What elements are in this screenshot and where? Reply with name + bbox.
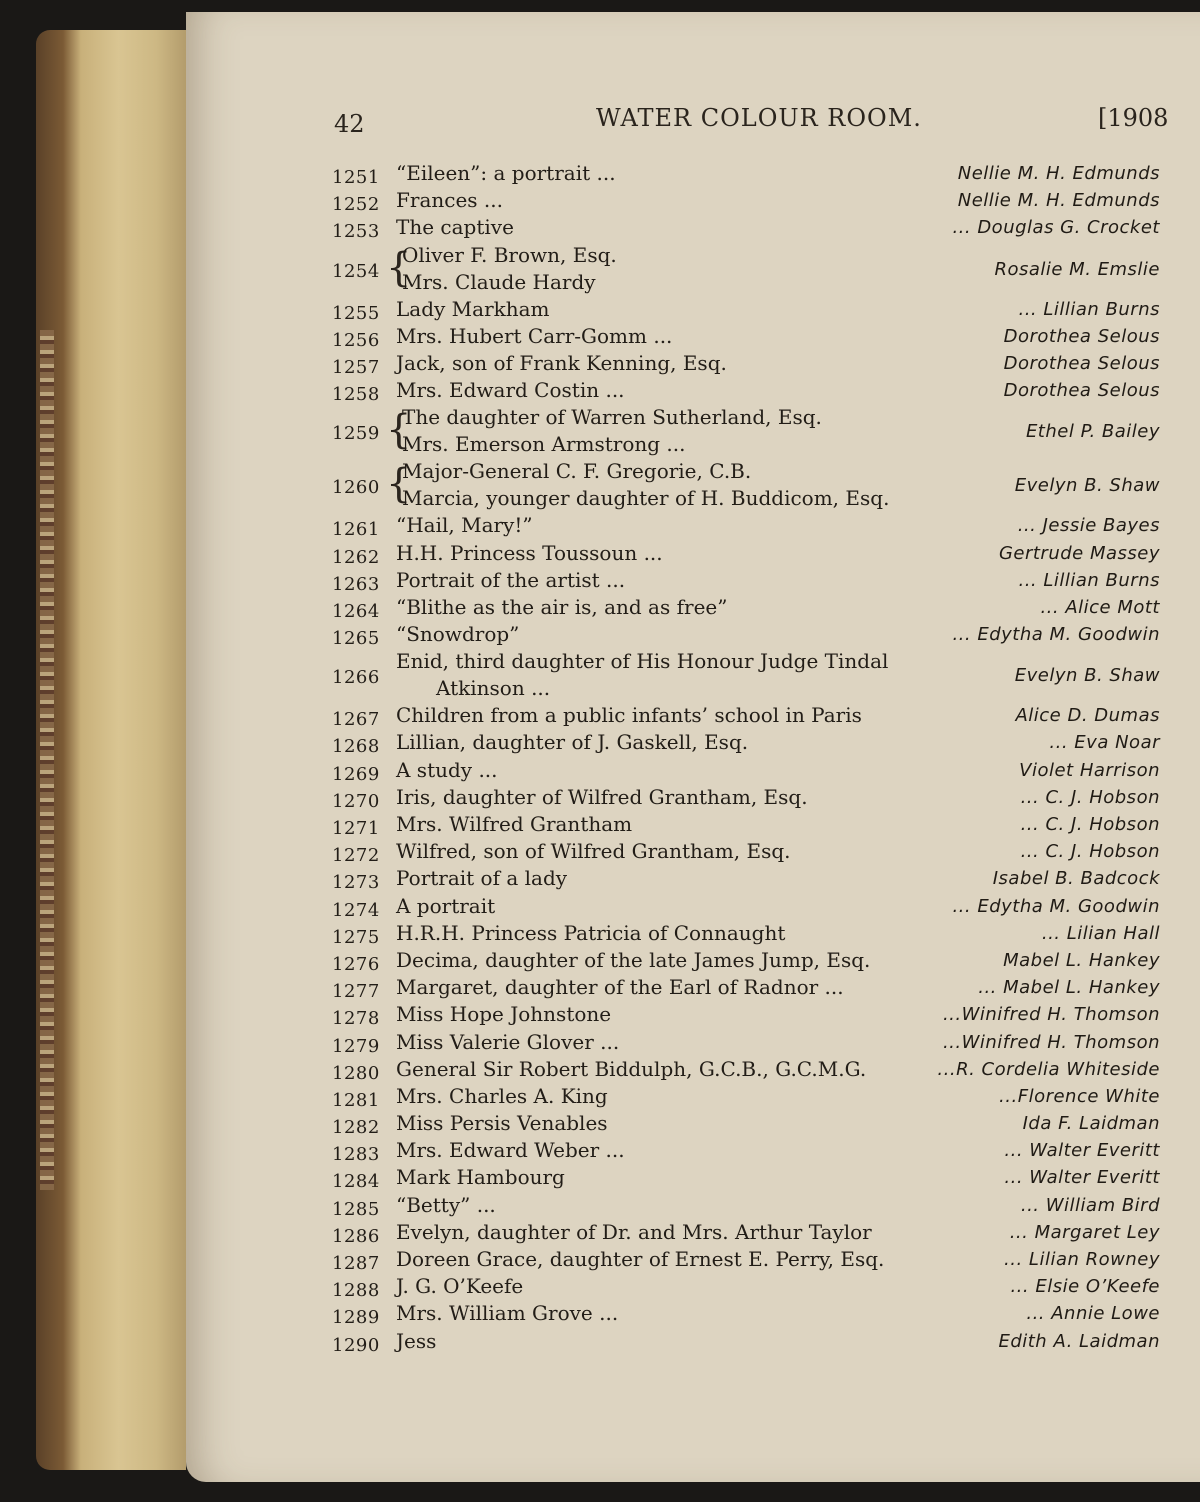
entry-number: 1259 (332, 423, 380, 445)
entry-title (396, 1246, 956, 1273)
entry-artist: ... Walter Everitt (1004, 1140, 1160, 1162)
entry-title-line: Evelyn, daughter of Dr. and Mrs. Arthur Taylor (396, 1219, 872, 1244)
entry-number: 1265 (332, 628, 380, 650)
entry-artist: ... Mabel L. Hankey (978, 977, 1160, 999)
entry-number: 1266 (332, 667, 380, 689)
entry-title-line: The captive (396, 215, 514, 240)
catalogue-page (186, 12, 1200, 1482)
catalogue-entry (186, 702, 1200, 729)
entry-artist: ... Walter Everitt (1004, 1167, 1160, 1189)
entry-artist: ... Eva Noar (1049, 732, 1160, 754)
entry-artist: Edith A. Laidman (998, 1330, 1160, 1352)
entry-title (396, 458, 956, 512)
entry-title (396, 947, 956, 974)
entry-artist: ... Elsie O’Keefe (1010, 1276, 1160, 1298)
book-page-edges (36, 30, 186, 1470)
catalogue-entry (186, 757, 1200, 784)
entry-number: 1260 (332, 477, 380, 499)
entry-title (396, 1137, 956, 1164)
entry-number: 1282 (332, 1117, 380, 1139)
entry-number: 1281 (332, 1089, 380, 1111)
entry-title (396, 1328, 956, 1355)
catalogue-entry (186, 621, 1200, 648)
catalogue-entry (186, 1219, 1200, 1246)
entry-title-line: Oliver F. Brown, Esq. (402, 242, 617, 267)
entry-title (396, 1300, 956, 1327)
entry-title-line: Decima, daughter of the late James Jump, Esq. (396, 947, 871, 972)
catalogue-entry (186, 811, 1200, 838)
catalogue-entry (186, 1137, 1200, 1164)
entry-title-line: Lady Markham (396, 296, 550, 321)
entry-title (396, 350, 956, 377)
page-header (186, 98, 1200, 142)
catalogue-entry (186, 567, 1200, 594)
entry-artist: Mabel L. Hankey (1003, 949, 1160, 971)
catalogue-entry (186, 1164, 1200, 1191)
entry-title-line: “Eileen”: a portrait ... (396, 161, 616, 185)
book-spine-band (40, 330, 54, 1190)
year-marker: [1908 (1098, 104, 1169, 132)
entry-title-line: Mrs. Edward Costin ... (396, 378, 625, 403)
catalogue-entry (186, 160, 1200, 187)
entry-title-line: Mark Hambourg (396, 1165, 565, 1190)
catalogue-entry (186, 838, 1200, 865)
entry-number: 1290 (332, 1334, 380, 1356)
entry-title (396, 811, 956, 838)
entry-title (396, 1056, 956, 1083)
entry-title (396, 784, 956, 811)
entry-title-line: Miss Persis Venables (396, 1111, 608, 1136)
entry-number: 1277 (332, 981, 380, 1003)
entry-number: 1261 (332, 519, 380, 541)
entry-title (396, 377, 956, 404)
entry-title-line: H.R.H. Princess Patricia of Connaught (396, 920, 786, 945)
entry-title-line-2: Mrs. Claude Hardy (402, 269, 596, 294)
catalogue-entry (186, 1300, 1200, 1327)
entry-artist: Evelyn B. Shaw (1014, 475, 1160, 497)
entry-title (396, 1192, 956, 1219)
entry-title (396, 214, 956, 241)
entry-number: 1287 (332, 1253, 380, 1274)
entry-title-line: Lillian, daughter of J. Gaskell, Esq. (396, 730, 749, 755)
entry-title-line: Mrs. Edward Weber ... (396, 1138, 625, 1163)
entry-number: 1284 (332, 1171, 380, 1193)
entry-title-line: The daughter of Warren Sutherland, Esq. (402, 405, 822, 430)
catalogue-entry (186, 187, 1200, 214)
entry-artist: Alice D. Dumas (1015, 705, 1160, 727)
catalogue-entry (186, 377, 1200, 404)
entry-title (396, 1110, 956, 1137)
entry-title-line: Major-General C. F. Gregorie, C.B. (402, 459, 752, 484)
entry-number: 1272 (332, 845, 380, 867)
entry-title-line: Frances ... (396, 188, 503, 213)
entry-artist: Gertrude Massey (998, 542, 1160, 564)
catalogue-entry (186, 1110, 1200, 1137)
entry-title-line: Iris, daughter of Wilfred Grantham, Esq. (396, 784, 808, 809)
entry-number: 1274 (332, 899, 380, 921)
catalogue-entry (186, 540, 1200, 567)
entry-artist: ... Lillian Burns (1018, 298, 1160, 320)
entry-artist: ... Edytha M. Goodwin (952, 624, 1160, 646)
entry-number: 1271 (332, 818, 380, 839)
catalogue-entry (186, 323, 1200, 350)
entry-title-line-2: Mrs. Emerson Armstrong ... (402, 432, 686, 457)
entry-title (396, 729, 956, 756)
catalogue-entry (186, 214, 1200, 241)
entry-artist: ... C. J. Hobson (1020, 786, 1160, 808)
entry-title-line: A portrait (396, 893, 496, 918)
entry-artist: ... Annie Lowe (1026, 1303, 1160, 1325)
entry-number: 1253 (332, 221, 380, 243)
grouping-brace: { (386, 407, 412, 454)
grouping-brace: { (386, 461, 412, 508)
entry-title-line: J. G. O’Keefe (396, 1274, 524, 1299)
entry-number: 1276 (332, 953, 380, 975)
entry-title-line: Miss Hope Johnstone (396, 1002, 612, 1027)
entry-title (396, 648, 956, 702)
entry-artist: ... Douglas G. Crocket (952, 217, 1160, 239)
entry-title-line: “Blithe as the air is, and as free” (396, 594, 728, 619)
entry-artist: ...Winifred H. Thomson (942, 1031, 1160, 1053)
entry-number: 1286 (332, 1225, 380, 1247)
entry-artist: Isabel B. Badcock (992, 868, 1160, 890)
entry-artist: ... C. J. Hobson (1020, 814, 1160, 835)
entry-title-line: General Sir Robert Biddulph, G.C.B., G.C.M.G. (396, 1056, 867, 1081)
entry-artist: ...Winifred H. Thomson (942, 1004, 1160, 1026)
entry-title (396, 296, 956, 323)
entry-number: 1279 (332, 1035, 380, 1057)
entry-number: 1289 (332, 1307, 380, 1329)
entry-title (396, 160, 956, 187)
catalogue-entry (186, 242, 1200, 296)
entry-title (396, 920, 956, 947)
entry-title-line: “Hail, Mary!” (396, 513, 533, 538)
entry-title (396, 757, 956, 784)
catalogue-entry (186, 920, 1200, 947)
catalogue-entry (186, 1246, 1200, 1273)
entry-title-line: A study ... (396, 757, 498, 782)
entry-number: 1262 (332, 546, 380, 568)
entry-title-line: H.H. Princess Toussoun ... (396, 540, 663, 565)
entry-number: 1273 (332, 872, 380, 894)
catalogue-entry (186, 1083, 1200, 1110)
entry-number: 1258 (332, 384, 380, 406)
entry-title (396, 974, 956, 1001)
entry-title-line: Wilfred, son of Wilfred Grantham, Esq. (396, 839, 791, 864)
entry-title (396, 594, 956, 621)
catalogue-entry (186, 893, 1200, 920)
entry-artist: Nellie M. H. Edmunds (957, 190, 1160, 212)
catalogue-entry (186, 1056, 1200, 1083)
entry-title (396, 540, 956, 567)
entry-artist: ... Lillian Burns (1018, 569, 1160, 591)
entry-artist: ...Florence White (999, 1085, 1160, 1107)
entry-number: 1267 (332, 709, 380, 731)
catalogue-entry (186, 784, 1200, 811)
entry-artist: ... Edytha M. Goodwin (952, 895, 1160, 917)
entry-title (396, 702, 956, 729)
entry-title-line: Mrs. Wilfred Grantham (396, 812, 633, 836)
entry-title-line: Miss Valerie Glover ... (396, 1029, 620, 1054)
entry-artist: ... Jessie Bayes (1017, 515, 1160, 537)
catalogue-entry (186, 974, 1200, 1001)
entry-artist: ... Lilian Rowney (1004, 1249, 1160, 1270)
entry-number: 1251 (332, 167, 380, 188)
entry-number: 1268 (332, 736, 380, 758)
entry-artist: Ida F. Laidman (1022, 1113, 1160, 1135)
catalogue-entry (186, 350, 1200, 377)
entry-title-line: “Betty” ... (396, 1192, 496, 1217)
entry-number: 1285 (332, 1198, 380, 1220)
catalogue-entry (186, 404, 1200, 458)
entry-number: 1252 (332, 194, 380, 216)
entry-title-line: Mrs. William Grove ... (396, 1301, 619, 1326)
entry-artist: ... Lilian Hall (1041, 922, 1160, 944)
entry-title (396, 1083, 956, 1110)
entry-title (396, 1219, 956, 1246)
grouping-brace: { (386, 244, 412, 291)
entry-title (396, 567, 956, 594)
entry-title-line-2: Atkinson ... (436, 676, 551, 701)
entry-number: 1280 (332, 1062, 380, 1084)
entry-artist: ... Alice Mott (1040, 596, 1160, 618)
entry-number: 1275 (332, 926, 380, 948)
entry-title (396, 187, 956, 214)
entry-artist: Dorothea Selous (1003, 352, 1160, 374)
entry-artist: ... C. J. Hobson (1020, 841, 1160, 863)
entry-title (396, 838, 956, 865)
entry-artist: Violet Harrison (1019, 759, 1160, 781)
entry-artist: Dorothea Selous (1003, 325, 1160, 347)
entry-artist: Evelyn B. Shaw (1014, 665, 1160, 687)
entry-number: 1263 (332, 573, 380, 595)
entry-artist: ...R. Cordelia Whiteside (937, 1058, 1160, 1080)
entry-number: 1270 (332, 790, 380, 812)
entry-title (396, 1273, 956, 1300)
catalogue-entry (186, 1328, 1200, 1355)
entry-title (396, 893, 956, 920)
catalogue-entry (186, 458, 1200, 512)
entry-title-line: Margaret, daughter of the Earl of Radnor ... (396, 975, 844, 1000)
entry-artist: ... Margaret Ley (1009, 1221, 1160, 1243)
entry-artist: Rosalie M. Emslie (994, 258, 1160, 280)
entry-title-line: Jess (396, 1328, 437, 1353)
catalogue-entry (186, 1029, 1200, 1056)
catalogue-entry (186, 1001, 1200, 1028)
entry-number: 1255 (332, 302, 380, 324)
entry-number: 1264 (332, 600, 380, 622)
entry-title-line: Mrs. Charles A. King (396, 1083, 608, 1108)
catalogue-entry (186, 865, 1200, 892)
entry-title (396, 1164, 956, 1191)
entry-artist: Ethel P. Bailey (1025, 421, 1160, 443)
entry-title (396, 323, 956, 350)
catalogue-entry (186, 729, 1200, 756)
entry-number: 1256 (332, 329, 380, 351)
catalogue-entry (186, 594, 1200, 621)
entry-title (396, 865, 956, 892)
entry-number: 1283 (332, 1144, 380, 1166)
entry-title (396, 404, 956, 458)
catalogue-entry (186, 296, 1200, 323)
entry-title-line: “Snowdrop” (396, 622, 520, 647)
entry-title (396, 1029, 956, 1056)
catalogue-entry (186, 947, 1200, 974)
section-title: WATER COLOUR ROOM. (596, 104, 922, 132)
entry-title (396, 1001, 956, 1028)
entry-artist: ... William Bird (1020, 1194, 1160, 1216)
entry-title-line: Enid, third daughter of His Honour Judge Tindal (396, 649, 889, 674)
entry-title (396, 621, 956, 648)
entry-artist: Dorothea Selous (1003, 380, 1160, 402)
entry-title-line: Children from a public infants’ school in Paris (396, 703, 862, 728)
entry-number: 1254 (332, 260, 380, 282)
catalogue-entry (186, 512, 1200, 539)
entry-title (396, 512, 956, 539)
catalogue-entry (186, 1273, 1200, 1300)
entry-title-line-2: Marcia, younger daughter of H. Buddicom, Esq. (402, 486, 890, 511)
entry-title-line: Portrait of a lady (396, 866, 568, 891)
catalogue-entry (186, 648, 1200, 702)
entry-number: 1257 (332, 356, 380, 378)
entry-title-line: Doreen Grace, daughter of Ernest E. Perry, Esq. (396, 1247, 885, 1271)
entry-number: 1278 (332, 1008, 380, 1030)
entry-title-line: Jack, son of Frank Kenning, Esq. (396, 350, 727, 375)
entry-number: 1269 (332, 763, 380, 785)
entry-artist: Nellie M. H. Edmunds (957, 163, 1160, 184)
catalogue-entries (186, 160, 1200, 1355)
entry-title-line: Portrait of the artist ... (396, 567, 626, 592)
page-number: 42 (334, 110, 365, 138)
entry-title (396, 242, 956, 296)
entry-title-line: Mrs. Hubert Carr-Gomm ... (396, 323, 673, 348)
entry-number: 1288 (332, 1280, 380, 1302)
catalogue-entry (186, 1192, 1200, 1219)
